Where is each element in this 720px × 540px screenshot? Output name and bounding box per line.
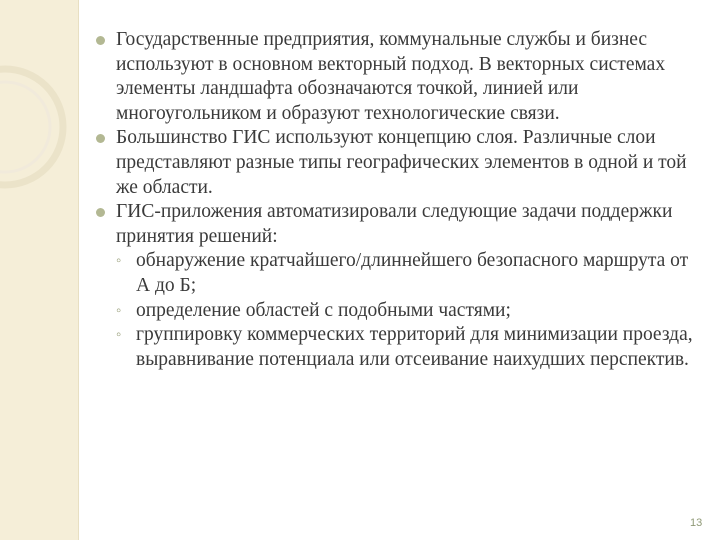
- bullet-text: Государственные предприятия, коммунальные службы и бизнес используют в основном векторный подход. В векторных системах элементы ландшафта обозначаются точкой, линией или многоугольником и образуют технологические связи.: [116, 29, 666, 124]
- sub-bullet-marker-icon: ◦: [116, 327, 122, 344]
- bullet-dot-icon: [96, 134, 105, 143]
- sub-bullet-item: [96, 299, 706, 324]
- slide-content: [96, 28, 706, 372]
- sub-bullet-marker-icon: ◦: [116, 253, 122, 270]
- bullet-dot-icon: [96, 36, 105, 45]
- bullet-text: Большинство ГИС используют концепцию слоя. Различные слои представляют разные типы географических элементов в одной и той же области.: [116, 127, 687, 198]
- sidebar-decoration: [0, 0, 79, 540]
- bullet-item: [96, 200, 706, 249]
- sub-bullet-text: группировку коммерческих территорий для минимизации проезда, выравнивание потенциала или отсеивание наихудших перспектив.: [136, 324, 693, 370]
- sub-bullet-item: [96, 323, 706, 372]
- sub-bullet-marker-icon: ◦: [116, 302, 122, 319]
- bullet-item: [96, 28, 706, 126]
- bullet-dot-icon: [96, 208, 105, 217]
- page-number: 13: [690, 517, 703, 529]
- sub-bullet-text: определение областей с подобными частями;: [136, 299, 511, 321]
- bullet-text: ГИС-приложения автоматизировали следующие задачи поддержки принятия решений:: [116, 201, 673, 247]
- sub-bullet-text: обнаружение кратчайшего/длиннейшего безопасного маршрута от А до Б;: [136, 250, 689, 296]
- bullet-item: [96, 126, 706, 200]
- sub-bullet-item: [96, 249, 706, 298]
